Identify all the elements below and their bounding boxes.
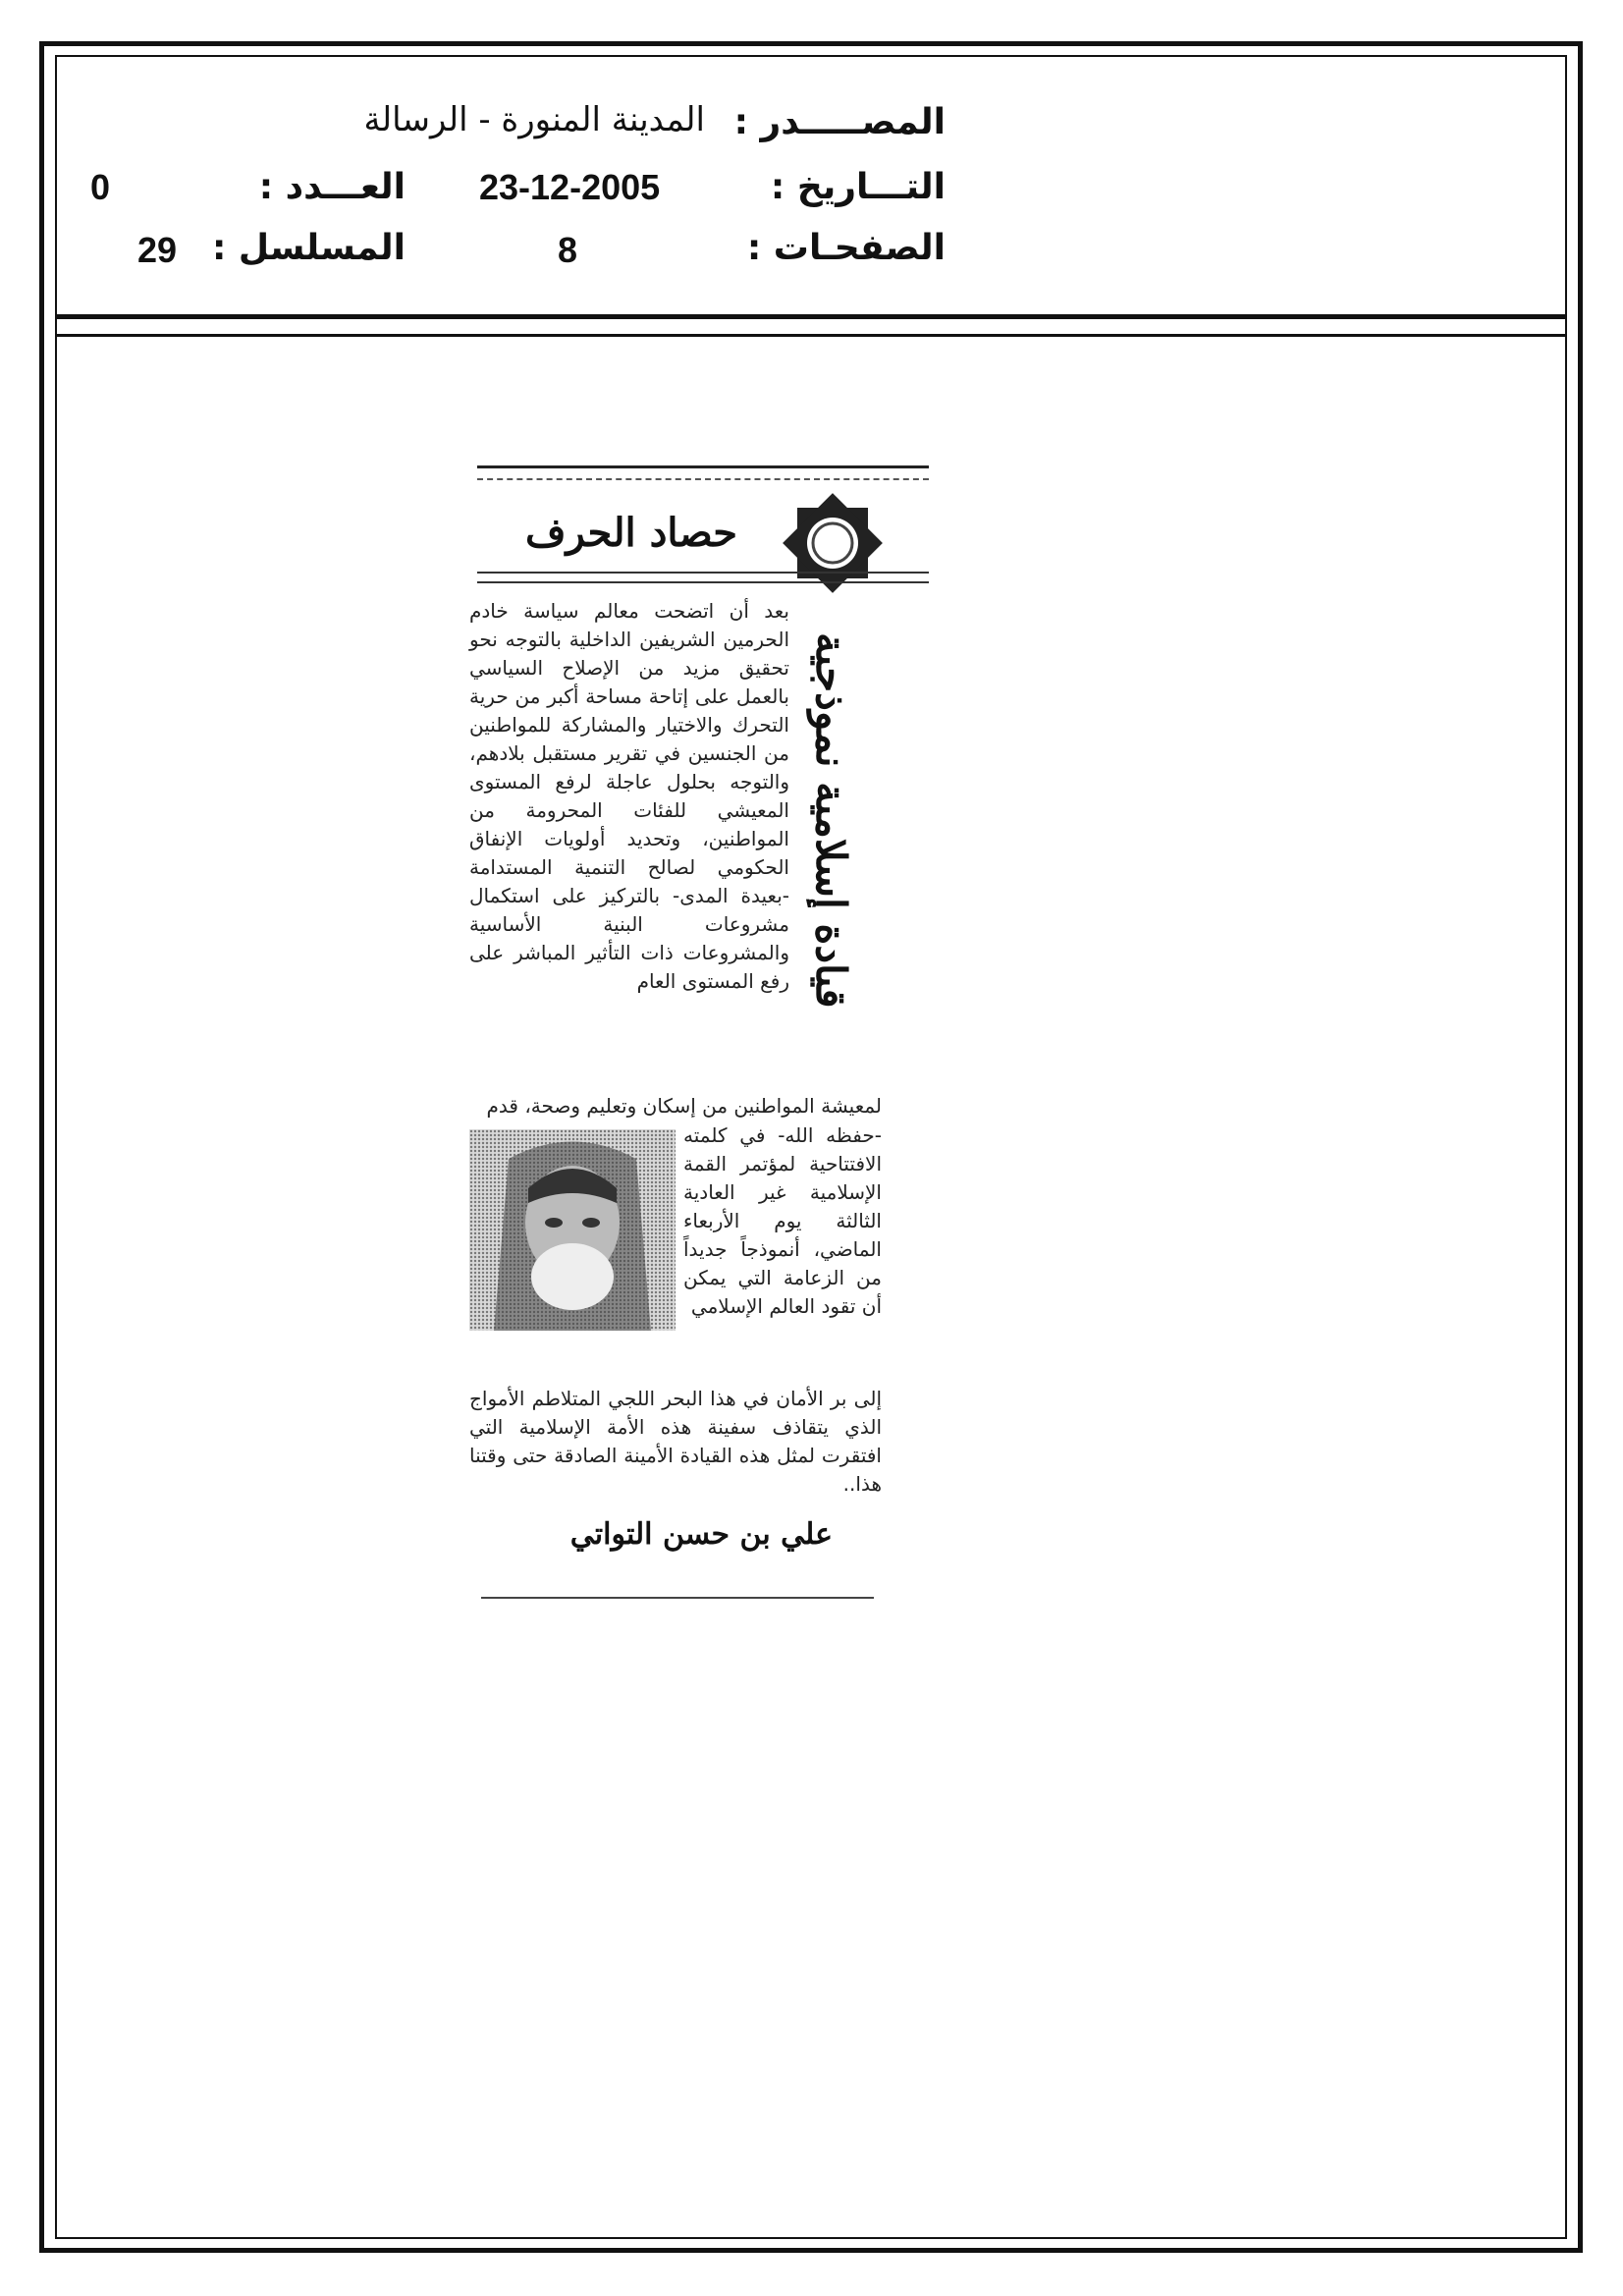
- clipping-top-rule: [477, 465, 929, 480]
- source-label: المصـــــدر :: [733, 102, 946, 142]
- source-value: المدينة المنورة - الرسالة: [363, 100, 705, 139]
- date-value: 23-12-2005: [479, 167, 661, 207]
- serial-value: 29: [137, 230, 178, 270]
- star-badge-icon: [764, 479, 901, 607]
- pages-value: 8: [558, 230, 578, 270]
- issue-label: العـــدد :: [258, 167, 406, 207]
- pages-label: الصفحـات :: [746, 228, 946, 268]
- issue-value: 0: [90, 167, 111, 207]
- newspaper-clipping: [469, 462, 941, 1611]
- clipping-bottom-rule: [481, 1597, 874, 1599]
- author-name: علي بن حسن التواتي: [569, 1517, 833, 1552]
- article-title: قيادة إسلامية نموذجية: [807, 631, 855, 1009]
- article-paragraph-4: إلى بر الأمان في هذا البحر اللجي المتلاطم الأمواج الذي يتقاذف سفينة هذه الأمة الإسلامية التي افتقرت لمثل هذه القيادة الأمينة الصادقة حتى وقتنا هذا..: [469, 1387, 882, 1496]
- header-divider-thin: [55, 334, 1567, 337]
- article-paragraph-1: بعد أن اتضحت معالم سياسة خادم الحرمين الشريفين الداخلية بالتوجه نحو تحقيق مزيد من الإصلاح السياسي بالعمل على إتاحة مساحة أكبر من حرية التحرك والاختيار والمشاركة للمواطنين من الجنسين في تقرير مستقبل بلادهم، والتوجه بحلول عاجلة لرفع المستوى المعيشي للفئات المحرومة من المواطنين، وتحديد أولويات الإنفاق الحكومي لصالح التنمية المستدامة -بعيدة المدى- بالتركيز على استكمال مشروعات البنية الأساسية والمشروعات ذات التأثير المباشر على رفع المستوى العام: [469, 599, 789, 993]
- header-divider: [55, 314, 1567, 319]
- article-paragraph-3: -حفظه الله- في كلمته الافتتاحية لمؤتمر القمة الإسلامية غير العادية الثالثة يوم الأربعاء الماضي، أنموذجاً جديداً من الزعامة التي يمكن أن تقود العالم الإسلامي: [683, 1123, 882, 1318]
- clipping-banner-rule: [477, 572, 929, 583]
- serial-label: المسلسل :: [211, 228, 406, 268]
- article-paragraph-2: لمعيشة المواطنين من إسكان وتعليم وصحة، قدم: [486, 1094, 882, 1118]
- date-label: التـــاريخ :: [770, 167, 946, 207]
- author-photo: [469, 1129, 676, 1331]
- column-name: حصاد الحرف: [525, 510, 737, 556]
